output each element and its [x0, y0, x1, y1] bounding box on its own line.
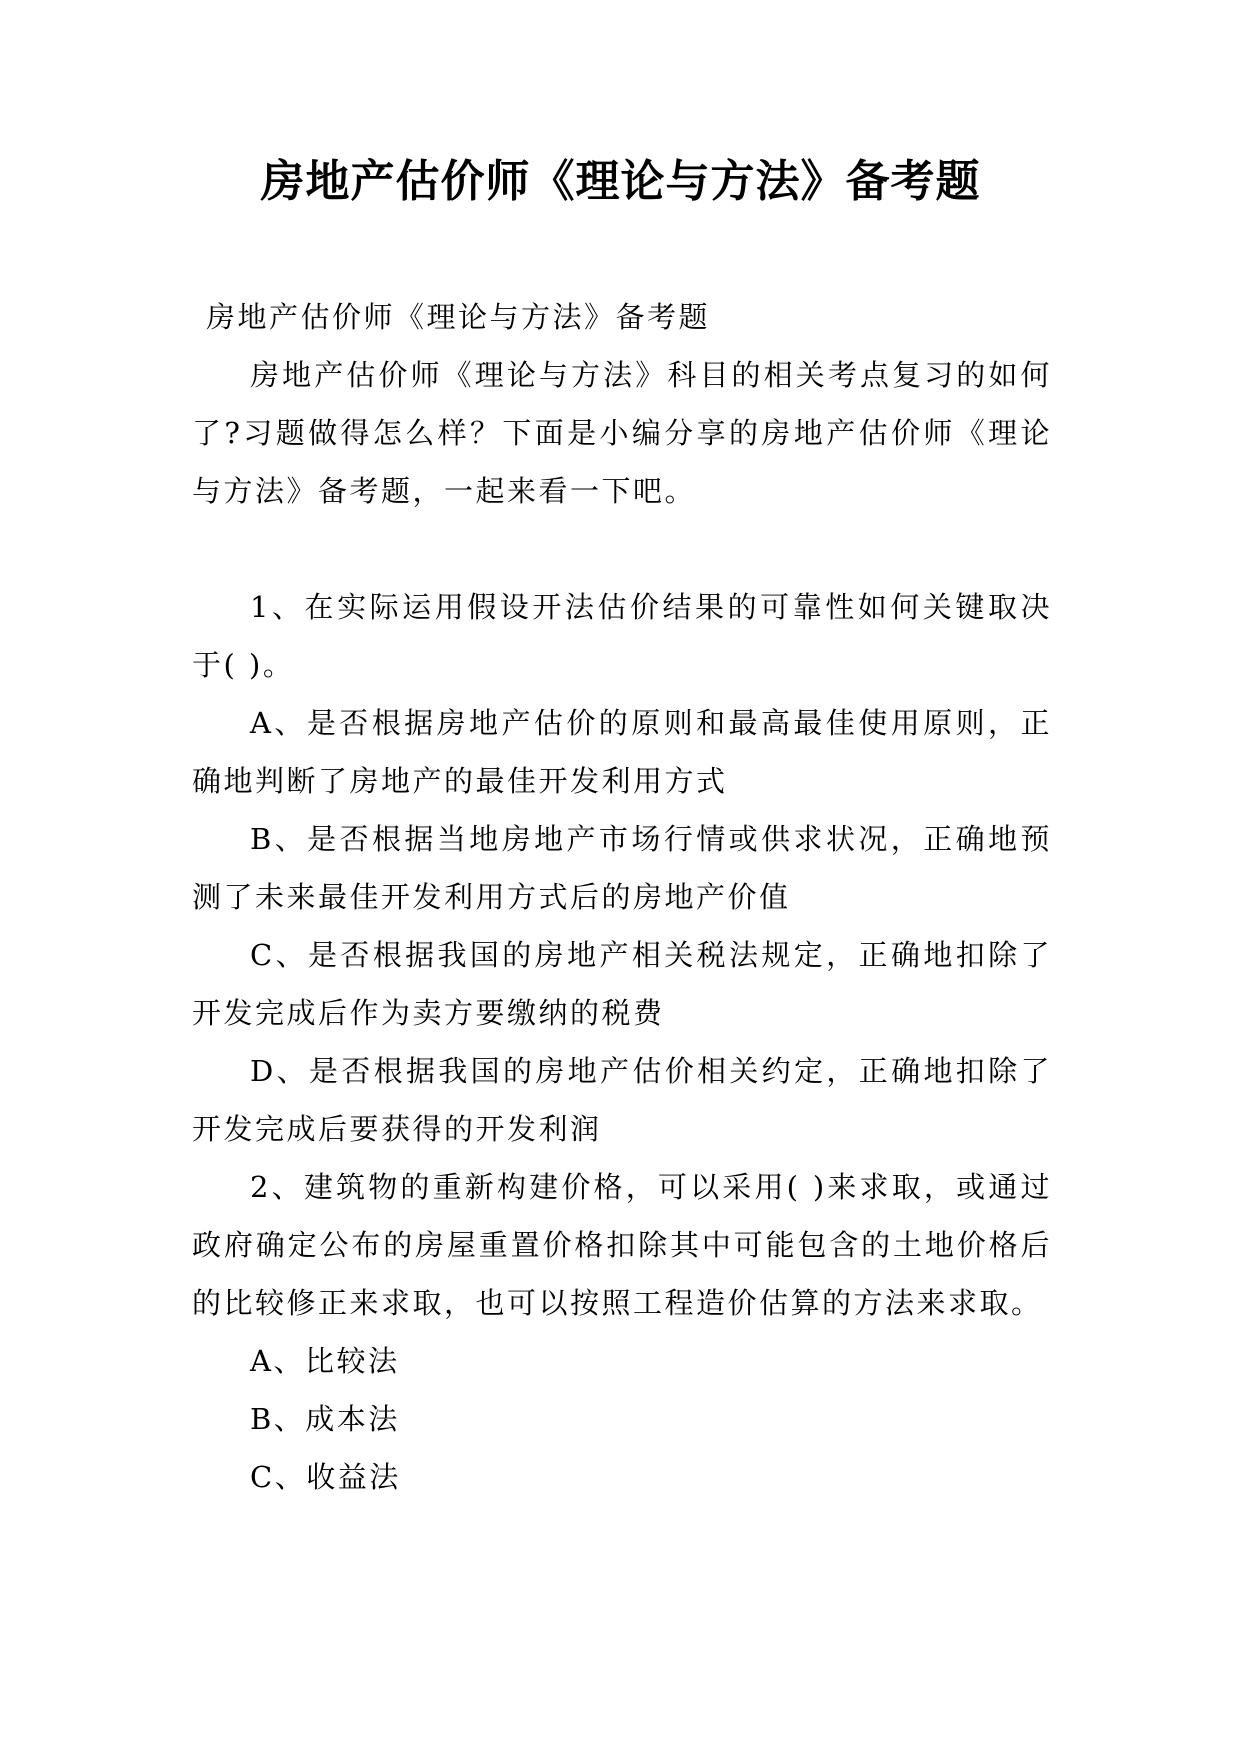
question-1-option-a: A、是否根据房地产估价的原则和最高最佳使用原则，正确地判断了房地产的最佳开发利用方式	[192, 706, 1052, 798]
question-1-stem: 1、在实际运用假设开法估价结果的可靠性如何关键取决于( )。	[192, 590, 1052, 682]
question-2-option-b: B、成本法	[250, 1402, 400, 1436]
document-subtitle: 房地产估价师《理论与方法》备考题	[206, 300, 711, 334]
question-1-option-c: C、是否根据我国的房地产相关税法规定，正确地扣除了开发完成后作为卖方要缴纳的税费	[192, 938, 1052, 1030]
document-body	[192, 288, 1052, 1506]
intro-paragraph: 房地产估价师《理论与方法》科目的相关考点复习的如何了?习题做得怎么样？下面是小编分享的房地产估价师《理论与方法》备考题，一起来看一下吧。	[192, 358, 1052, 508]
document-title: 房地产估价师《理论与方法》备考题	[260, 156, 981, 207]
question-1-option-d: D、是否根据我国的房地产估价相关约定，正确地扣除了开发完成后要获得的开发利润	[192, 1054, 1052, 1146]
question-2-option-c: C、收益法	[250, 1460, 401, 1494]
question-1-option-b: B、是否根据当地房地产市场行情或供求状况，正确地预测了未来最佳开发利用方式后的房地产价值	[192, 822, 1052, 914]
question-2-option-a: A、比较法	[250, 1344, 400, 1378]
question-2-stem: 2、建筑物的重新构建价格，可以采用( )来求取，或通过政府确定公布的房屋重置价格扣除其中可能包含的土地价格后的比较修正来求取，也可以按照工程造价估算的方法来求取。	[192, 1170, 1052, 1320]
